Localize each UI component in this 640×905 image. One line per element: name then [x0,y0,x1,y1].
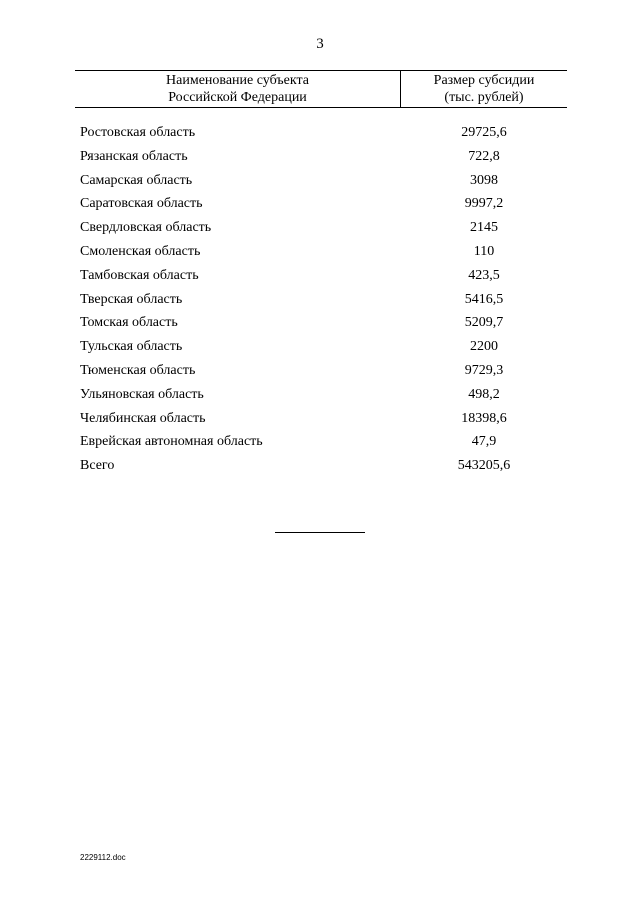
table-row [0,407,640,431]
table-row [0,121,640,145]
subsidy-value: 722,8 [468,148,500,164]
table-row [0,311,640,335]
table-row [0,288,640,312]
total-label: Всего [80,458,115,474]
region-name: Тюменская область [80,362,196,378]
header-region-line-1: Наименование субъекта [166,73,309,88]
table-header [75,70,567,108]
subsidy-value: 18398,6 [461,410,507,426]
header-subsidy-line-2: (тыс. рублей) [444,90,524,105]
subsidy-value: 2145 [470,220,498,236]
subsidy-value: 5416,5 [464,291,504,307]
region-name: Еврейская автономная область [80,434,263,450]
region-name: Смоленская область [80,243,201,259]
region-name: Свердловская область [80,220,212,236]
table-body [0,121,640,478]
table-row [0,192,640,216]
subsidy-value: 9997,2 [464,196,504,212]
table-row [0,216,640,240]
subsidy-value: 5209,7 [464,315,504,331]
table-row [0,335,640,359]
region-name: Тамбовская область [80,267,199,283]
table-row [0,359,640,383]
region-name: Тверская область [80,291,183,307]
region-name: Ульяновская область [80,386,204,402]
region-name: Ростовская область [80,125,196,140]
subsidy-value: 9729,3 [464,362,504,378]
header-column-subsidy [401,71,567,108]
subsidy-value: 3098 [470,172,498,188]
table-row [0,430,640,454]
subsidy-value: 423,5 [468,267,500,283]
subsidy-value: 2200 [470,339,498,355]
table-row-total [0,454,640,478]
table-row [0,145,640,169]
header-column-region-name [75,71,400,108]
region-name: Рязанская область [80,148,188,164]
end-of-table-rule [275,532,365,533]
header-subsidy-line-1: Размер субсидии [433,73,535,88]
table-row [0,264,640,288]
subsidy-value: 110 [473,243,495,259]
table-row [0,383,640,407]
region-name: Самарская область [80,172,193,188]
region-name: Тульская область [80,339,183,355]
header-region-line-2: Российской Федерации [168,90,307,105]
document-reference: 2229112.doc [80,853,126,862]
subsidy-value: 47,9 [471,434,497,450]
region-name: Саратовская область [80,196,203,212]
subsidy-value: 29725,6 [461,125,507,140]
region-name: Томская область [80,315,178,331]
table-row [0,169,640,193]
page-number: 3 [316,36,324,52]
total-value: 543205,6 [457,458,511,474]
region-name: Челябинская область [80,410,206,426]
table-row [0,240,640,264]
subsidy-value: 498,2 [468,386,500,402]
